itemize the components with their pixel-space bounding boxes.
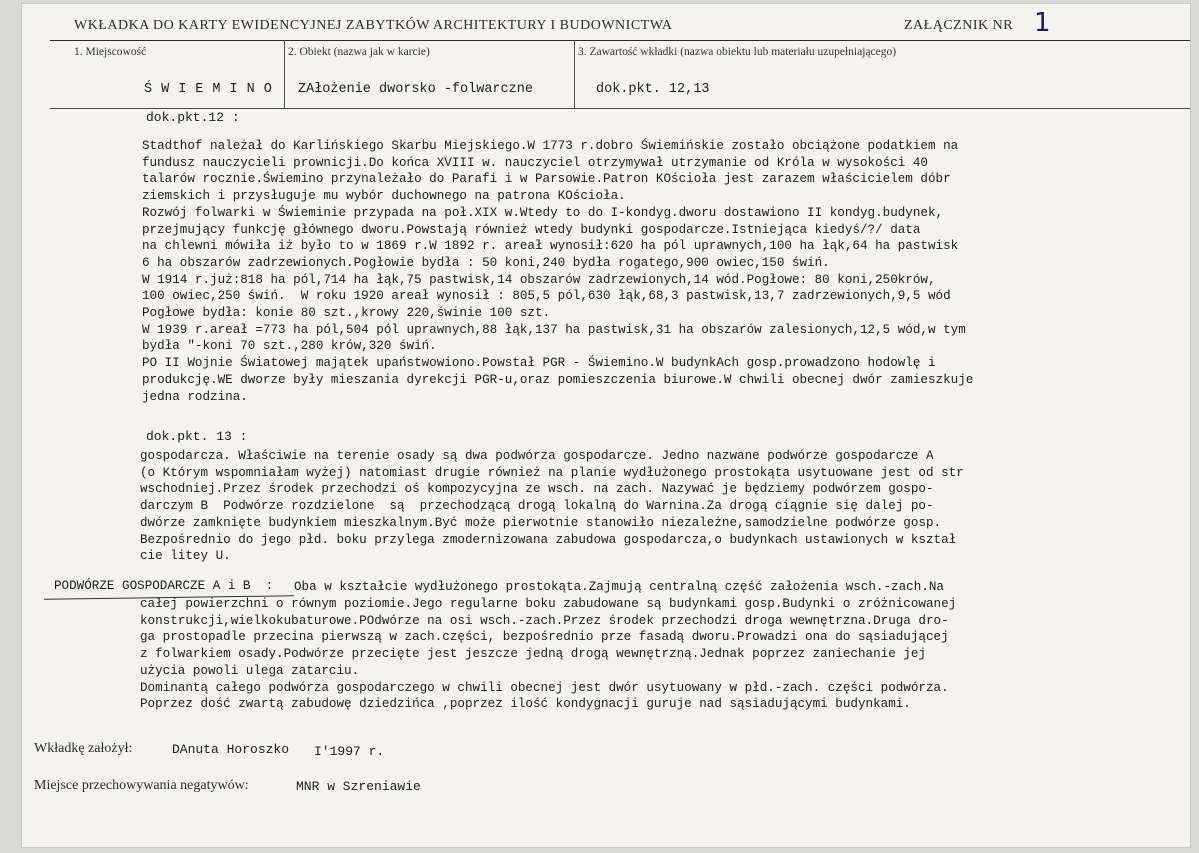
storage-value: MNR w Szreniawie (296, 779, 421, 794)
annex-number: 1 (1034, 8, 1051, 38)
object-label: 2. Obiekt (nazwa jak w karcie) (288, 46, 430, 58)
document-sheet (22, 4, 1190, 847)
insert-content-value: dok.pkt. 12,13 (596, 82, 710, 97)
header-rule-top (50, 40, 1190, 41)
location-label: 1. Miejscowość (74, 46, 147, 58)
section-courtyard-heading: PODWÓRZE GOSPODARCZE A i B : (54, 579, 274, 593)
section-courtyard-first-line: Oba w kształcie wydłużonego prostokąta.Zajmują centralną część założenia wsch.-zach.Na (294, 580, 944, 594)
section-13-label: dok.pkt. 13 : (146, 429, 248, 444)
date-value: I'1997 r. (314, 744, 385, 759)
storage-label: Miejsce przechowywania negatywów: (34, 778, 249, 793)
location-value: ŚWIEMINO (144, 82, 281, 97)
insert-content-label: 3. Zawartość wkładki (nazwa obiektu lub materiału uzupełniającego) (578, 46, 897, 58)
object-value: ZAłożenie dworsko -folwarczne (298, 82, 533, 97)
header-rule-bottom (50, 108, 1190, 109)
form-title: WKŁADKA DO KARTY EWIDENCYJNEJ ZABYTKÓW ARCHITEKTURY I BUDOWNICTWA (74, 18, 673, 33)
author-value: DAnuta Horoszko (172, 742, 290, 757)
section-13-text: gospodarcza. Właściwie na terenie osady są dwa podwórza gospodarcze. Jedno nazwane podwórze gospodarcze A (o Którym wspomniałam wyżej) natomiast drugie również na planie wydłużonego prostokąta usytuowane jest od str wschodniej.Przez środek przechodzi oś kompozycyjna ze wsch. na zach. Nazywać je będziemy podwórzem gospo- darczym B Podwórze rozdzielone są przechodzącą drogą lokalną do Warnina.Za drogą ciągnie się dalej po- dwórze zamknięte budynkiem mieszkalnym.Być może pierwotnie stanowiło niezależne,samodzielne podwórze gosp. Bezpośrednio do jego płd. boku przylega zmodernizowana zabudowa gospodarcza,o budynkach ustawionych w kształ cie litey U. (140, 449, 964, 564)
author-label: Wkładkę założył: (34, 741, 133, 756)
section-12-text: Stadthof należał do Karlińskiego Skarbu Miejskiego.W 1773 r.dobro Świemińskie zostało obciążone podatkiem na fundusz nauczycieli prownicji.Do końca XVIII w. nauczyciel otrzymywał utrzymanie od Króla w wysokości 40 talarów rocznie.Świemino przynależało do Parafi i w Parsowie.Patron KOścioła jest zarazem właścicielem dóbr ziemskich i przysługuje mu wybór duchownego na patrona KOścioła. Rozwój folwarki w Świeminie przypada na poł.XIX w.Wtedy to do I-kondyg.dworu dostawiono II kondyg.budynek, przejmujący funkcję głównego dworu.Powstają również wtedy budynki gospodarcze.Istniejąca kiedyś/?/ data na chlewni mówiła iż było to w 1869 r.W 1892 r. areał wynosił:620 ha pól uprawnych,100 ha łąk,64 ha pastwisk 6 ha obszarów zadrzewionych.Pogłowie bydła : 50 koni,240 bydła rogatego,900 owiec,150 świń. W 1914 r.już:818 ha pól,714 ha łąk,75 pastwisk,14 obszarów zadrzewionych,14 wód.Pogłowe: 80 koni,250krów, 100 owiec,250 świń. W roku 1920 areał wynosił : 805,5 pól,630 łąk,68,3 pastwisk,13,7 zadrzewionych,9,5 wód Pogłowe bydła: konie 80 szt.,krowy 220,świnie 100 szt. W 1939 r.areał =773 ha pól,504 pól uprawnych,88 łąk,137 ha pastwisk,31 ha obszarów zalesionych,12,5 wód,w tym bydła "-koni 70 szt.,280 krów,320 świń. PO II Wojnie Światowej majątek upaństwowiono.Powstał PGR - Świemino.W budynkAch gosp.prowadzono hodowlę i produkcję.WE dworze były mieszania dyrekcji PGR-u,oraz pomieszczenia biurowe.W chwili obecnej dwór zamieszkuje jedna rodzina. (142, 139, 974, 404)
annex-label: ZAŁĄCZNIK NR (904, 18, 1014, 33)
section-12-label: dok.pkt.12 : (146, 110, 240, 125)
column-divider-2 (574, 40, 575, 108)
column-divider-1 (284, 40, 285, 108)
section-courtyard-text: całej powierzchni o równym poziomie.Jego regularne boku zabudowane są budynkami gosp.Budynki o zróżnicowanej konstrukcji,wielkokubaturowe.POdwórze na osi wsch.-zach.Przez środek przechodzi droga wewnętrzna.Druga dro- ga prostopadle przecina pierwszą w zach.części, bezpośrednio prze fasadą dworu.Prowadzi ona do sąsiadującej z folwarkiem osady.Podwórze przecięte jest jeszcze jedną drogą wewnętrzną.Jednak poprzez zaniechanie jej użycia powoli ulega zatarciu. Dominantą całego podwórza gospodarczego w chwili obecnej jest dwór usytuowany w płd.-zach. części podwórza. Poprzez dość zwartą zabudowę dziedzińca ,poprzez ilość kondygnacji guruje nad sąsiadującymi budynkami. (140, 597, 957, 712)
